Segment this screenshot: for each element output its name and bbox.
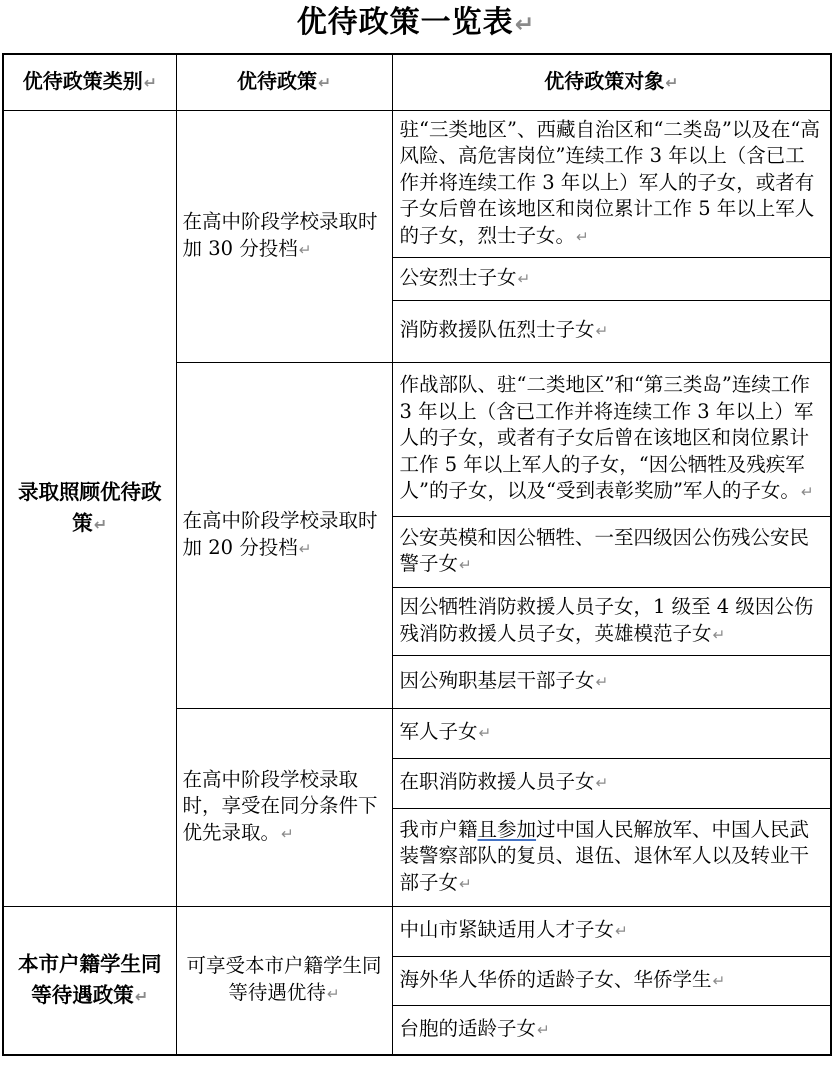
table-row [3, 110, 831, 257]
col-header-policy [176, 54, 392, 110]
page-title [0, 0, 832, 53]
header-row [3, 54, 831, 110]
policy-cell-priority [176, 708, 392, 906]
target-c1-text: 军人子女 [399, 720, 478, 744]
target-cell-d2 [392, 956, 831, 1005]
target-b2-text: 公安英模和因公牺牲、一至四级因公伤残公安民警子女 [399, 525, 810, 575]
policy-priority-text: 在高中阶段学校录取时，享受在同分条件下优先录取。 [182, 767, 378, 844]
policy-add20-text: 在高中阶段学校录取时加 20 分投档 [182, 509, 378, 559]
col-header-target-text: 优待政策对象 [544, 69, 665, 93]
paragraph-mark-icon: ↵ [281, 824, 294, 843]
target-d3-text: 台胞的适龄子女 [399, 1017, 537, 1040]
category-cell-local-equal [3, 906, 176, 1055]
target-cell-d3 [392, 1005, 831, 1055]
category-local-equal-text: 本市户籍学生同等待遇政策 [18, 951, 162, 1007]
target-cell-b3 [392, 587, 831, 655]
target-b3-text: 因公牺牲消防救援人员子女，1 级至 4 级因公伤残消防救援人员子女，英雄模范子女 [399, 595, 814, 645]
paragraph-mark-icon: ↵ [459, 874, 472, 893]
paragraph-mark-icon: ↵ [514, 10, 536, 38]
target-cell-c1 [392, 708, 831, 758]
target-d1-text: 中山市紧缺适用人才子女 [399, 918, 615, 942]
paragraph-mark-icon: ↵ [143, 74, 157, 92]
paragraph-mark-icon: ↵ [478, 724, 492, 743]
col-header-category-text: 优待政策类别 [22, 69, 143, 93]
paragraph-mark-icon: ↵ [595, 774, 609, 793]
target-a2-text: 公安烈士子女 [399, 265, 517, 289]
target-c3-post-text: 过中国人民解放军、中国人民武装警察部队的复员、退伍、退休军人以及转业干部子女 [399, 817, 810, 894]
paragraph-mark-icon: ↵ [134, 986, 149, 1006]
page-title-text: 优待政策一览表 [296, 5, 514, 40]
paragraph-mark-icon: ↵ [298, 240, 312, 259]
target-cell-c2 [392, 758, 831, 808]
paragraph-mark-icon: ↵ [326, 984, 340, 1003]
target-c2-text: 在职消防救援人员子女 [399, 770, 595, 794]
paragraph-mark-icon: ↵ [576, 227, 589, 246]
col-header-category [3, 54, 176, 110]
target-c3-pre-text: 我市户籍 [399, 817, 478, 841]
target-c3-underlined-text: 且参加 [477, 817, 537, 841]
policy-cell-add30 [176, 110, 392, 362]
target-cell-a3 [392, 300, 831, 362]
paragraph-mark-icon: ↵ [537, 1021, 550, 1039]
policy-cell-equal-treatment [176, 906, 392, 1055]
target-cell-a2 [392, 257, 831, 300]
preferential-policy-table [2, 53, 832, 1056]
target-b1-text: 作战部队、驻“二类地区”和“第三类岛”连续工作 3 年以上（含已工作并将连续工作 3 年以上）军人的子女，或者有子女后曾在该地区和岗位累计工作 5 年以上军人的子女，“因公牺牲及残疾军人”的子女，以及“受到表彰奖励”军人的子女。 [399, 373, 814, 503]
paragraph-mark-icon: ↵ [595, 322, 609, 341]
category-cell-admission [3, 110, 176, 906]
target-cell-b2 [392, 516, 831, 587]
target-d2-text: 海外华人华侨的适龄子女、华侨学生 [399, 967, 712, 991]
col-header-policy-text: 优待政策 [236, 69, 317, 93]
col-header-target [392, 54, 831, 110]
paragraph-mark-icon: ↵ [712, 971, 726, 990]
paragraph-mark-icon: ↵ [615, 922, 628, 941]
policy-cell-add20 [176, 362, 392, 708]
target-b4-text: 因公殉职基层干部子女 [399, 668, 595, 692]
paragraph-mark-icon: ↵ [800, 483, 814, 502]
table-row [3, 906, 831, 956]
policy-add30-text: 在高中阶段学校录取时加 30 分投档 [182, 210, 378, 260]
target-cell-d1 [392, 906, 831, 956]
paragraph-mark-icon: ↵ [298, 539, 312, 558]
target-cell-a1 [392, 110, 831, 257]
category-admission-text: 录取照顾优待政策 [18, 479, 162, 535]
paragraph-mark-icon: ↵ [317, 74, 332, 92]
target-a1-text: 驻“三类地区”、西藏自治区和“二类岛”以及在“高风险、高危害岗位”连续工作 3 年以上（含已工作并将连续工作 3 年以上）军人的子女，或者有子女后曾在该地区和岗位累计工作 5 年以上军人的子女，烈士子女。 [399, 117, 820, 247]
target-cell-c3 [392, 808, 831, 906]
policy-equal-treatment-text: 可享受本市户籍学生同等待遇优待 [186, 954, 382, 1004]
target-cell-b1 [392, 362, 831, 516]
paragraph-mark-icon: ↵ [517, 269, 531, 288]
paragraph-mark-icon: ↵ [595, 672, 609, 691]
paragraph-mark-icon: ↵ [93, 514, 108, 534]
target-a3-text: 消防救援队伍烈士子女 [399, 318, 595, 342]
paragraph-mark-icon: ↵ [665, 74, 679, 92]
paragraph-mark-icon: ↵ [459, 556, 472, 574]
paragraph-mark-icon: ↵ [712, 625, 726, 644]
target-cell-b4 [392, 655, 831, 708]
